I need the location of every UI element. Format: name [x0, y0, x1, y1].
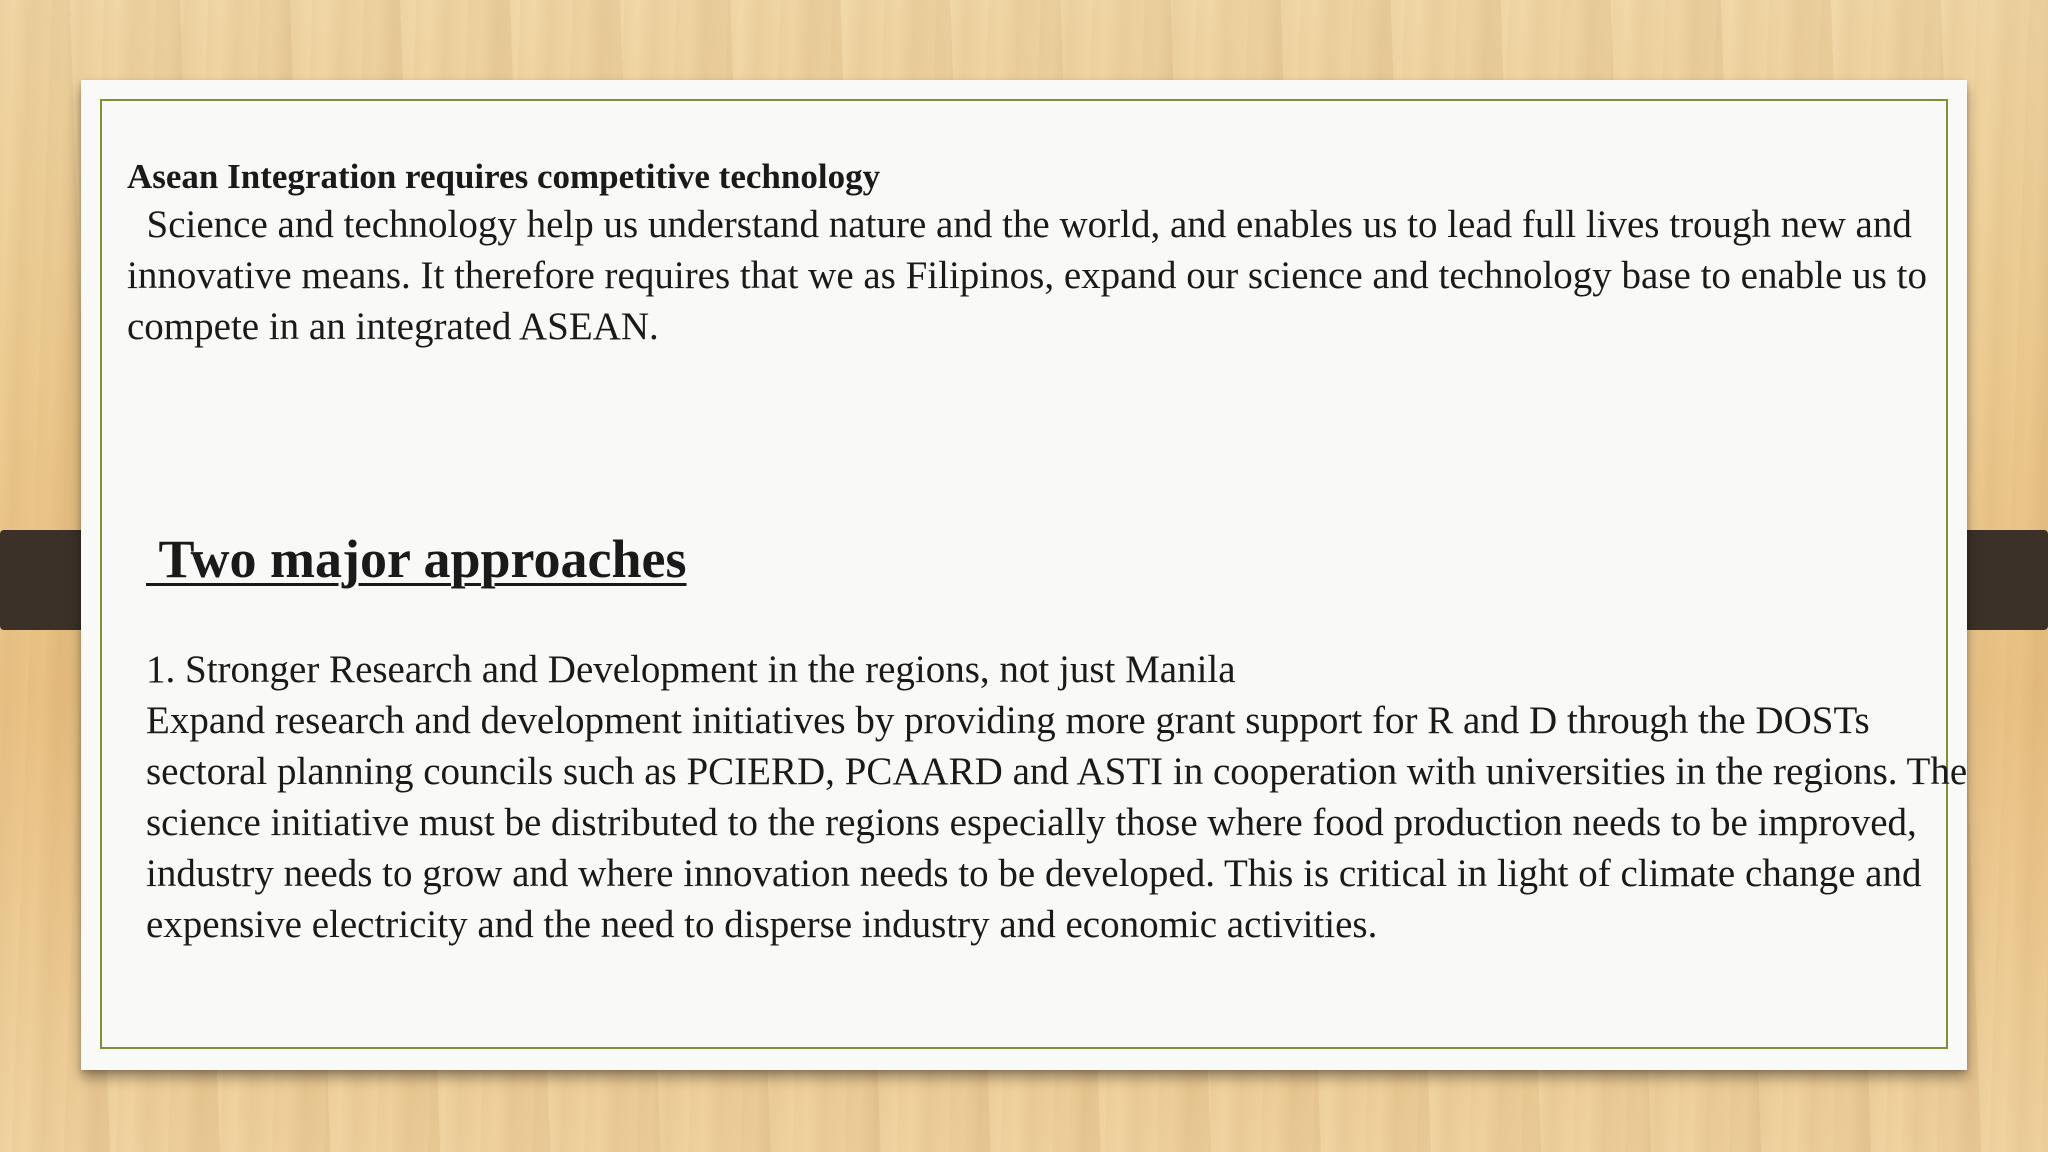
slide-frame	[100, 99, 1968, 1049]
approach-item-1: 1. Stronger Research and Development in the regions, not just Manila	[146, 648, 1236, 691]
approach-description: Expand research and development initiatives by providing more grant support for R and D through the DOSTs sectoral planning councils such as PCIERD, PCAARD and ASTI in cooperation with universities in the regions. The science initiative must be distributed to the regions especially those where food production needs to be improved, industry needs to grow and where innovation needs to be developed. This is critical in light of climate change and expensive electricity and the need to disperse industry and economic activities.	[146, 699, 1968, 946]
slide-heading: Asean Integration requires competitive technology	[127, 157, 881, 196]
slide-card	[81, 80, 1967, 1070]
section-heading: Two major approaches	[146, 529, 687, 589]
intro-paragraph: Science and technology help us understand nature and the world, and enables us to lead full lives trough new and innovative means. It therefore requires that we as Filipinos, expand our science and technology base to enable us to compete in an integrated ASEAN.	[127, 203, 1937, 348]
